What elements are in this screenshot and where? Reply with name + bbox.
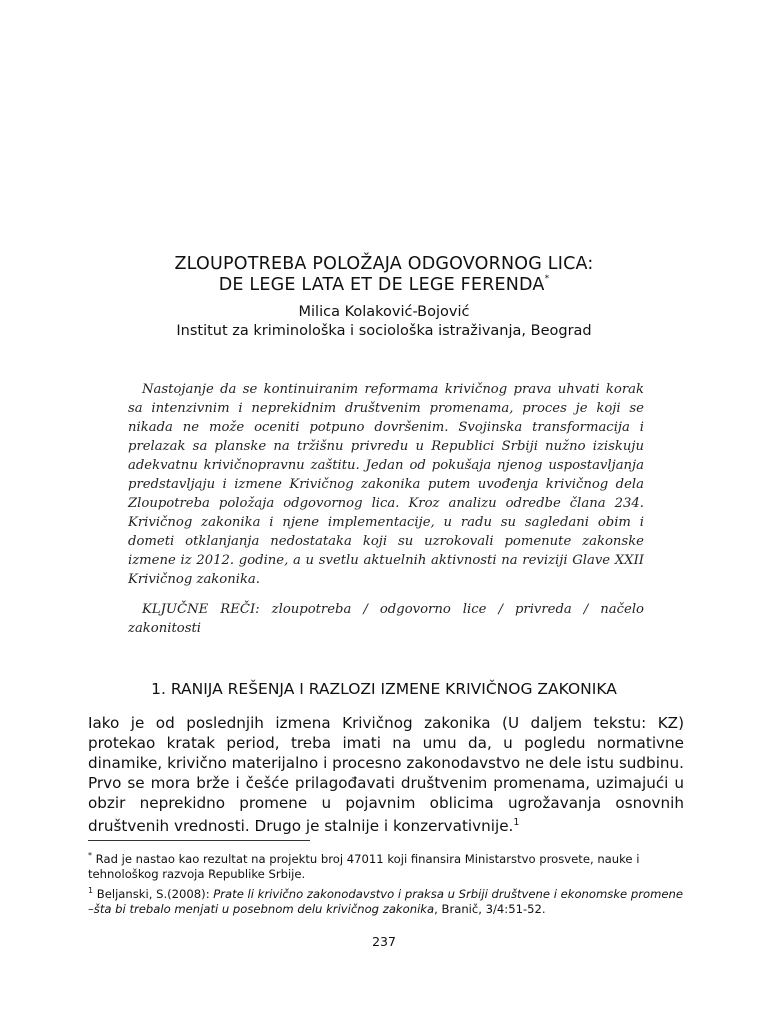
abstract bbox=[128, 380, 644, 589]
keywords-paragraph bbox=[128, 600, 644, 638]
keywords-label: KLJUČNE REČI bbox=[142, 602, 256, 617]
paper-title-text: DE LEGE LATA ET DE LEGE FERENDA bbox=[218, 275, 545, 295]
section-heading: 1. RANIJA REŠENJA I RAZLOZI IZMENE KRIVIČNOG ZAKONIKA bbox=[151, 680, 617, 698]
footnote-2-source: , Branič, 3/4:51-52. bbox=[434, 902, 546, 917]
footnote-divider bbox=[88, 840, 310, 841]
footnote-2-title: Prate li krivično zakonodavstvo i praksa u Srbiji društvene i ekonomske promene –šta bi trebalo menjati u posebnom delu krivičnog zakonika bbox=[88, 886, 683, 917]
keywords-list: : zloupotreba / odgovorno lice / privreda / načelo zakonitosti bbox=[128, 602, 644, 636]
footnote-1-text: Rad je nastao kao rezultat na projektu broj 47011 koji finansira Ministarstvo prosvete, nauke i tehnološkog razvoja Republike Srbije. bbox=[88, 851, 640, 882]
footnote-2 bbox=[88, 883, 684, 918]
paper-title-line-1: ZLOUPOTREBA POLOŽAJA ODGOVORNOG LICA: bbox=[174, 254, 594, 274]
body-paragraph bbox=[88, 713, 684, 836]
body-footnote-ref[interactable]: 1 bbox=[513, 817, 520, 828]
footnote-2-author: Beljanski, S.(2008): bbox=[93, 886, 214, 901]
keywords bbox=[128, 600, 644, 638]
footnote-2-mark: 1 bbox=[88, 885, 94, 895]
footnotes bbox=[88, 848, 684, 918]
author-institution: Institut za kriminološka i sociološka istraživanja, Beograd bbox=[176, 323, 592, 339]
body-paragraph-text: Iako je od poslednjih izmena Krivičnog zakonika (U daljem tekstu: KZ) protekao kratak period, treba imati na umu da, u pogledu normativne dinamike, krivično materijalno i procesno zakonodavstvo ne dele istu sudbinu. Prvo se mora brže i češće prilagođavati društvenim promenama, uzimajući u obzir neprekidno promene u pojavnim oblicima ugrožavanja osnovnih društvenih vrednosti. Drugo je stalnije i konzervativnije. bbox=[88, 714, 684, 836]
body-paragraph-text-wrap bbox=[88, 713, 684, 836]
footnote-1-mark: * bbox=[88, 851, 92, 860]
footnote-1 bbox=[88, 848, 684, 883]
abstract-text: Nastojanje da se kontinuiranim reformama krivičnog prava uhvati korak sa intenzivnim i neprekidnim društvenim promenama, proces je koji se nikada ne može oceniti potpuno dovršenim. Svojinska transformacija i prelazak sa planske na tržišnu privredu u Republici Srbiji nužno iziskuju adekvatnu krivičnopravnu zaštitu. Jedan od pokušaja njenog uspostavljanja predstavljaju i izmene Krivičnog zakonika putem uvođenja krivičnog dela Zloupotreba položaja odgovornog lica. Kroz analizu odredbe člana 234. Krivičnog zakonika i njene implementacije, u radu su sagledani obim i dometi otklanjanja nedostataka koji su uzrokovali pomenute zakonske izmene iz 2012. godine, a u svetlu aktuelnih aktivnosti na reviziji Glave XXII Krivičnog zakonika. bbox=[128, 382, 644, 587]
title-footnote-mark[interactable]: * bbox=[544, 274, 550, 285]
paper-title-line-2 bbox=[0, 275, 768, 295]
page-number: 237 bbox=[372, 934, 396, 949]
author-name: Milica Kolaković-Bojović bbox=[298, 304, 470, 320]
